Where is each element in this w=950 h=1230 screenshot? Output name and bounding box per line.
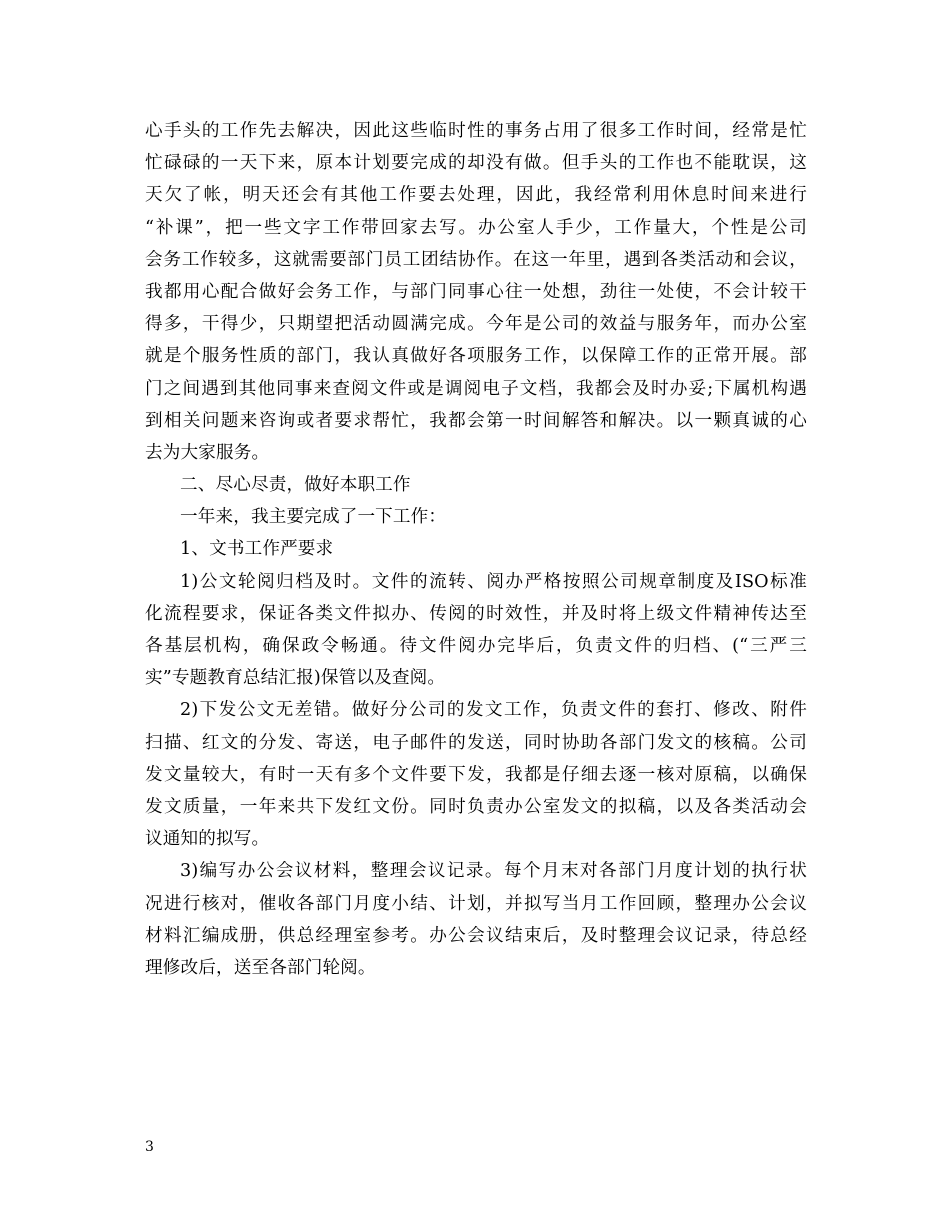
text-line: “补课”，把一些文字工作带回家去写。办公室人手少，工作量大，个性是公司: [145, 217, 807, 238]
text-line: 况进行核对，催收各部门月度小结、计划，并拟写当月工作回顾，整理办公会议: [145, 893, 807, 914]
text-line: 门之间遇到其他同事来查阅文件或是调阅电子文档，我都会及时办妥;下属机构遇: [145, 378, 807, 399]
text-line: 就是个服务性质的部门，我认真做好各项服务工作，以保障工作的正常开展。部: [145, 346, 807, 367]
page-number: 3: [145, 1139, 154, 1155]
text-line: 忙碌碌的一天下来，原本计划要完成的却没有做。但手头的工作也不能耽误，这: [145, 153, 807, 174]
text-line: 我都用心配合做好会务工作，与部门同事心往一处想，劲往一处使，不会计较干: [145, 281, 807, 302]
text-line: 理修改后，送至各部门轮阅。: [145, 957, 376, 978]
text-line: 发文量较大，有时一天有多个文件要下发，我都是仔细去逐一核对原稿，以确保: [145, 764, 807, 785]
text-line: 各基层机构，确保政令畅通。待文件阅办完毕后，负责文件的归档、(“三严三: [145, 636, 807, 656]
subsection-heading: 1、文书工作严要求: [180, 539, 334, 560]
text-line: 化流程要求，保证各类文件拟办、传阅的时效性，并及时将上级文件精神传达至: [145, 603, 807, 624]
text-line: 发文质量，一年来共下发红文份。同时负责办公室发文的拟稿，以及各类活动会: [145, 796, 807, 817]
text-line: 实”专题教育总结汇报)保管以及查阅。: [145, 668, 446, 689]
text-line: 会务工作较多，这就需要部门员工团结协作。在这一年里，遇到各类活动和会议，: [145, 249, 807, 270]
text-line: 1)公文轮阅归档及时。文件的流转、阅办严格按照公司规章制度及ISO标准: [180, 571, 807, 592]
text-line: 扫描、红文的分发、寄送，电子邮件的发送，同时协助各部门发文的核稿。公司: [145, 732, 807, 753]
text-line: 得多，干得少，只期望把活动圆满完成。今年是公司的效益与服务年，而办公室: [145, 314, 807, 335]
text-line: 材料汇编成册，供总经理室参考。办公会议结束后，及时整理会议记录，待总经: [145, 925, 807, 946]
text-line: 去为大家服务。: [145, 442, 270, 463]
section-heading: 二、尽心尽责，做好本职工作: [180, 475, 411, 496]
document-body: [145, 115, 807, 984]
text-line: 议通知的拟写。: [145, 829, 270, 850]
text-line: 2)下发公文无差错。做好分公司的发文工作，负责文件的套打、修改、附件: [180, 700, 807, 721]
text-line: 一年来，我主要完成了一下工作：: [180, 507, 447, 528]
text-line: 3)编写办公会议材料，整理会议记录。每个月末对各部门月度计划的执行状: [180, 861, 807, 882]
text-line: 心手头的工作先去解决，因此这些临时性的事务占用了很多工作时间，经常是忙: [145, 121, 807, 141]
text-line: 到相关问题来咨询或者要求帮忙，我都会第一时间解答和解决。以一颗真诚的心: [145, 410, 807, 431]
text-line: 天欠了帐，明天还会有其他工作要去处理，因此，我经常利用休息时间来进行: [145, 185, 807, 206]
